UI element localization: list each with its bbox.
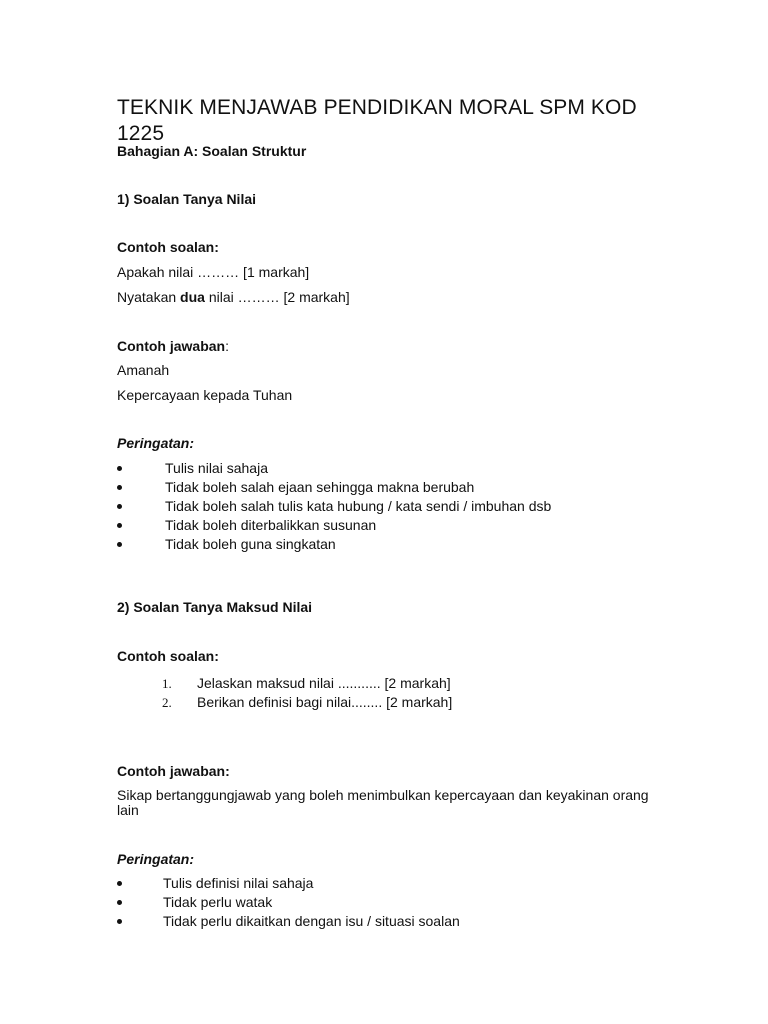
section2-answer-paragraph: Sikap bertanggungjawab yang boleh menimbulkan kepercayaan dan keyakinan orang lain [117, 787, 649, 818]
section2-heading: 2) Soalan Tanya Maksud Nilai [117, 599, 313, 615]
section2-contoh-soalan-label: Contoh soalan: [117, 648, 219, 664]
section1-answer-2: Kepercayaan kepada Tuhan [117, 387, 293, 403]
bullet-icon [117, 466, 122, 471]
bullet-text: Tidak perlu dikaitkan dengan isu / situasi soalan [163, 913, 460, 929]
section1-question-1: Apakah nilai ……… [1 markah] [117, 264, 310, 280]
section1-peringatan-label: Peringatan: [117, 435, 195, 451]
bullet-icon [117, 523, 122, 528]
list-number: 2. [162, 695, 172, 710]
bullet-text: Tidak boleh salah tulis kata hubung / kata sendi / imbuhan dsb [165, 498, 552, 514]
section-subtitle: Bahagian A: Soalan Struktur [117, 143, 307, 159]
bullet-icon [117, 881, 122, 886]
bullet-text: Tidak boleh guna singkatan [165, 536, 336, 552]
bullet-icon [117, 900, 122, 905]
document-title: TEKNIK MENJAWAB PENDIDIKAN MORAL SPM KOD 1225 [117, 96, 637, 145]
section1-contoh-soalan-label: Contoh soalan: [117, 239, 219, 255]
bullet-text: Tidak boleh diterbalikkan susunan [165, 517, 377, 533]
list-number: 1. [162, 676, 172, 691]
section1-contoh-jawaban-colon: : [225, 338, 230, 354]
section2-contoh-jawaban-label: Contoh jawaban: [117, 763, 230, 779]
section1-question-2-prefix: Nyatakan [117, 289, 181, 305]
bullet-icon [117, 542, 122, 547]
section1-question-2 [117, 289, 350, 306]
list-text: Berikan definisi bagi nilai........ [2 markah] [197, 694, 453, 710]
bullet-icon [117, 485, 122, 490]
bullet-text: Tidak boleh salah ejaan sehingga makna berubah [165, 479, 475, 495]
section2-peringatan-label: Peringatan: [117, 851, 195, 867]
section1-question-2-bold: dua [180, 289, 205, 305]
bullet-text: Tidak perlu watak [163, 894, 273, 910]
bullet-text: Tulis definisi nilai sahaja [163, 875, 314, 891]
bullet-text: Tulis nilai sahaja [165, 460, 268, 476]
section1-question-2-suffix: nilai ……… [2 markah] [204, 289, 350, 305]
section1-contoh-jawaban-label [117, 338, 229, 355]
section1-heading: 1) Soalan Tanya Nilai [117, 191, 257, 207]
list-text: Jelaskan maksud nilai ........... [2 markah] [197, 675, 451, 691]
bullet-icon [117, 504, 122, 509]
bullet-icon [117, 919, 122, 924]
section1-answer-1: Amanah [117, 362, 170, 378]
section1-contoh-jawaban-text: Contoh jawaban [117, 338, 226, 354]
